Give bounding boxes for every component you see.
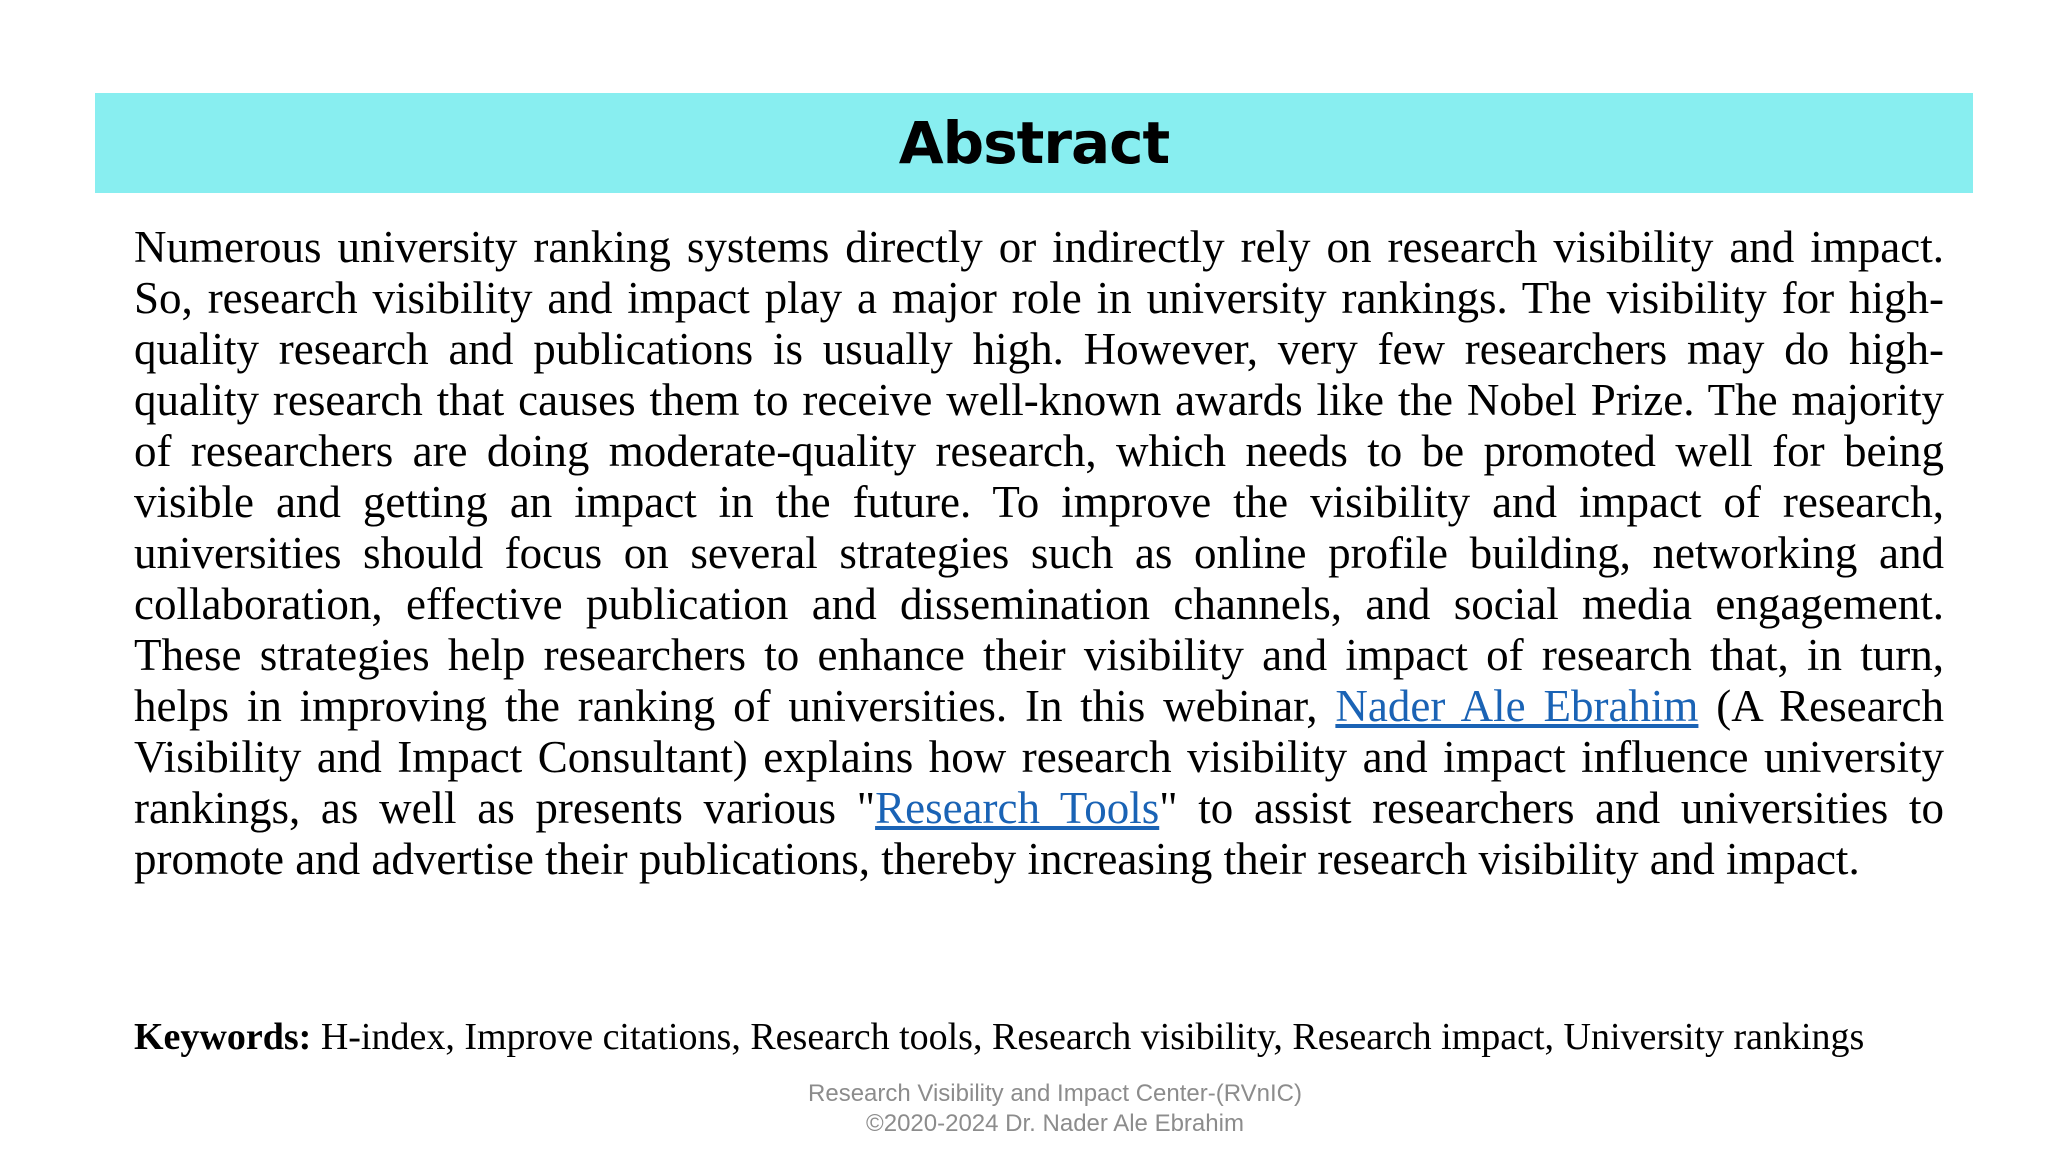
footer	[0, 1079, 2048, 1139]
abstract-text-part-1: Numerous university ranking systems directly or indirectly rely on research visibility and impact. So, research visibility and impact play a major role in university rankings. The visibility for high-quality research and publications is usually high. However, very few researchers may do high-quality research that causes them to receive well-known awards like the Nobel Prize. The majority of researchers are doing moderate-quality research, which needs to be promoted well for being visible and getting an impact in the future. To improve the visibility and impact of research, universities should focus on several strategies such as online profile building, networking and collaboration, effective publication and dissemination channels, and social media engagement. These strategies help researchers to enhance their visibility and impact of research that, in turn, helps in improving the ranking of universities. In this webinar,	[134, 222, 1944, 731]
title-banner	[95, 93, 1973, 193]
footer-center-name: Research Visibility and Impact Center-(RVnIC)	[808, 1080, 1302, 1107]
keywords-list: H-index, Improve citations, Research tools, Research visibility, Research impact, University rankings	[311, 1016, 1865, 1058]
keywords-label: Keywords:	[134, 1016, 312, 1058]
footer-copyright: ©2020-2024 Dr. Nader Ale Ebrahim	[866, 1110, 1244, 1137]
keywords-line	[134, 1015, 1984, 1059]
abstract-paragraph	[134, 222, 1944, 885]
research-tools-link[interactable]: Research Tools	[875, 783, 1160, 833]
author-link[interactable]: Nader Ale Ebrahim	[1335, 681, 1699, 731]
abstract-text-part-3: " to assist researchers and universities to promote and advertise their publications, thereby increasing their research visibility and impact.	[134, 783, 1944, 884]
page-title: Abstract	[898, 109, 1170, 177]
abstract-text-part-2: (A Research Visibility and Impact Consultant) explains how research visibility and impact influence university rankings, as well as presents various "	[134, 681, 1944, 833]
